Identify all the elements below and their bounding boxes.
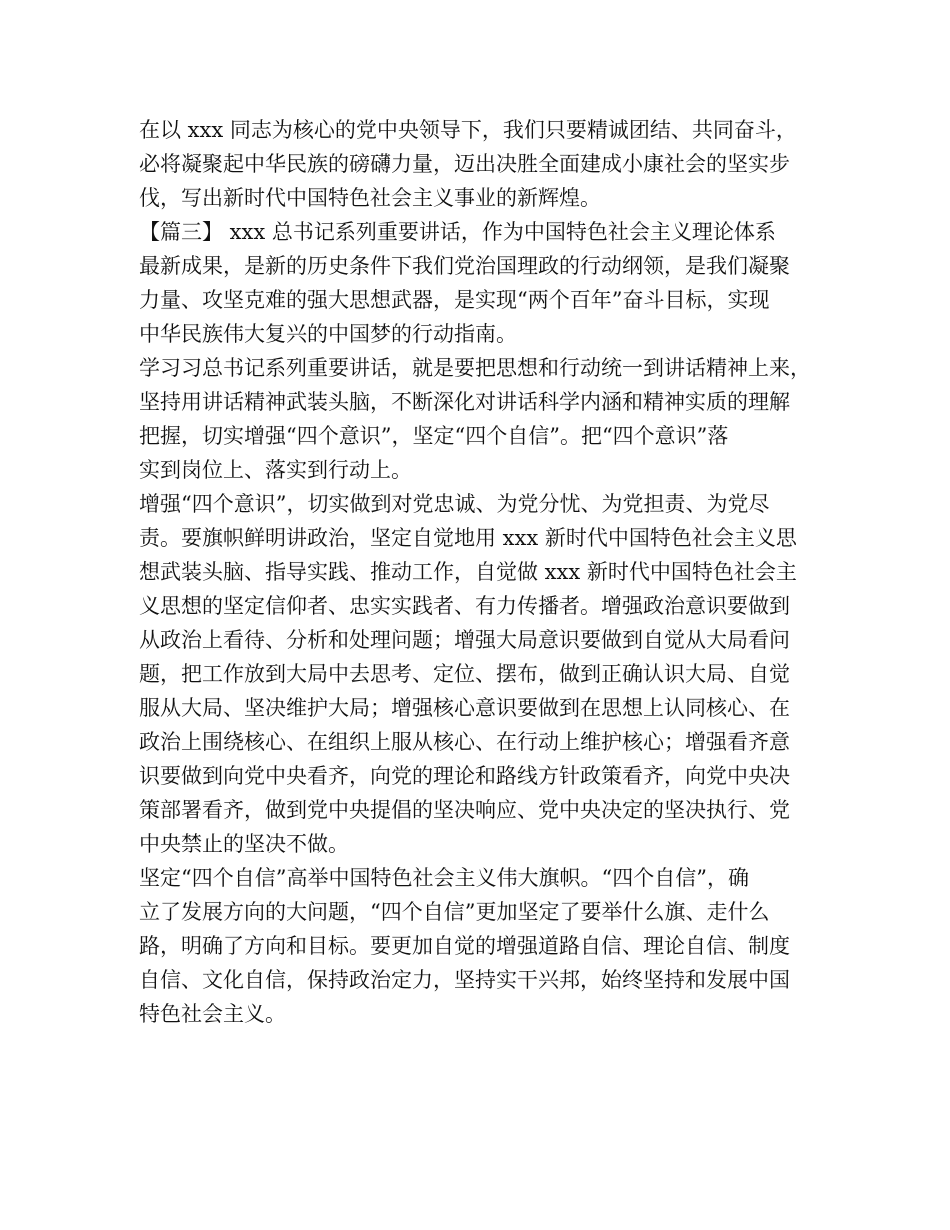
- text-line: 题，把工作放到大局中去思考、定位、摆布，做到正确认识大局、自觉: [139, 662, 790, 686]
- text-line: 责。要旗帜鲜明讲政治，坚定自觉地用 xxx 新时代中国特色社会主义思: [139, 526, 797, 550]
- text-line: 必将凝聚起中华民族的磅礴力量，迈出决胜全面建成小康社会的坚实步: [139, 152, 790, 176]
- text-line: 自信、文化自信，保持政治定力，坚持实干兴邦，始终坚持和发展中国: [139, 968, 790, 992]
- text-line: 伐，写出新时代中国特色社会主义事业的新辉煌。: [139, 186, 601, 210]
- paragraph-four-consciousness: [139, 487, 819, 861]
- text-line: 学习习总书记系列重要讲话，就是要把思想和行动统一到讲话精神上来，: [139, 356, 811, 380]
- text-line: 最新成果，是新的历史条件下我们党治国理政的行动纲领，是我们凝聚: [139, 254, 790, 278]
- text-line: 服从大局、坚决维护大局；增强核心意识要做到在思想上认同核心、在: [139, 696, 790, 720]
- text-line: 增强“四个意识”，切实做到对党忠诚、为党分忧、为党担责、为党尽: [139, 492, 770, 516]
- paragraph-closing: [139, 113, 819, 215]
- text-line: 义思想的坚定信仰者、忠实实践者、有力传播者。增强政治意识要做到: [139, 594, 790, 618]
- text-line: 策部署看齐，做到党中央提倡的坚决响应、党中央决定的坚决执行、党: [139, 798, 790, 822]
- text-line: 坚定“四个自信”高举中国特色社会主义伟大旗帜。“四个自信”，确: [139, 866, 749, 890]
- text-line: 特色社会主义。: [139, 1002, 286, 1026]
- text-line: 政治上围绕核心、在组织上服从核心、在行动上维护核心；增强看齐意: [139, 730, 790, 754]
- text-line: 想武装头脑、指导实践、推动工作，自觉做 xxx 新时代中国特色社会主: [139, 560, 797, 584]
- text-line: 中央禁止的坚决不做。: [139, 832, 349, 856]
- document-body: [139, 113, 819, 1031]
- text-line: 在以 xxx 同志为核心的党中央领导下，我们只要精诚团结、共同奋斗，: [139, 118, 797, 142]
- text-line: 路，明确了方向和目标。要更加自觉的增强道路自信、理论自信、制度: [139, 934, 790, 958]
- text-line: 坚持用讲话精神武装头脑，不断深化对讲话科学内涵和精神实质的理解: [139, 390, 790, 414]
- text-line: 识要做到向党中央看齐，向党的理论和路线方针政策看齐，向党中央决: [139, 764, 790, 788]
- paragraph-four-confidence: [139, 861, 819, 1031]
- text-line: 立了发展方向的大问题，“四个自信”更加坚定了要举什么旗、走什么: [139, 900, 770, 924]
- paragraph-study-speech: [139, 351, 819, 487]
- text-line: 从政治上看待、分析和处理问题；增强大局意识要做到自觉从大局看问: [139, 628, 790, 652]
- text-line: 把握，切实增强“四个意识”，坚定“四个自信”。把“四个意识”落: [139, 424, 729, 448]
- text-line: 实到岗位上、落实到行动上。: [139, 458, 412, 482]
- paragraph-section-three: [139, 215, 819, 351]
- text-line: 【篇三】 xxx 总书记系列重要讲话，作为中国特色社会主义理论体系: [139, 220, 776, 244]
- text-line: 中华民族伟大复兴的中国梦的行动指南。: [139, 322, 517, 346]
- text-line: 力量、攻坚克难的强大思想武器，是实现“两个百年”奋斗目标，实现: [139, 288, 770, 312]
